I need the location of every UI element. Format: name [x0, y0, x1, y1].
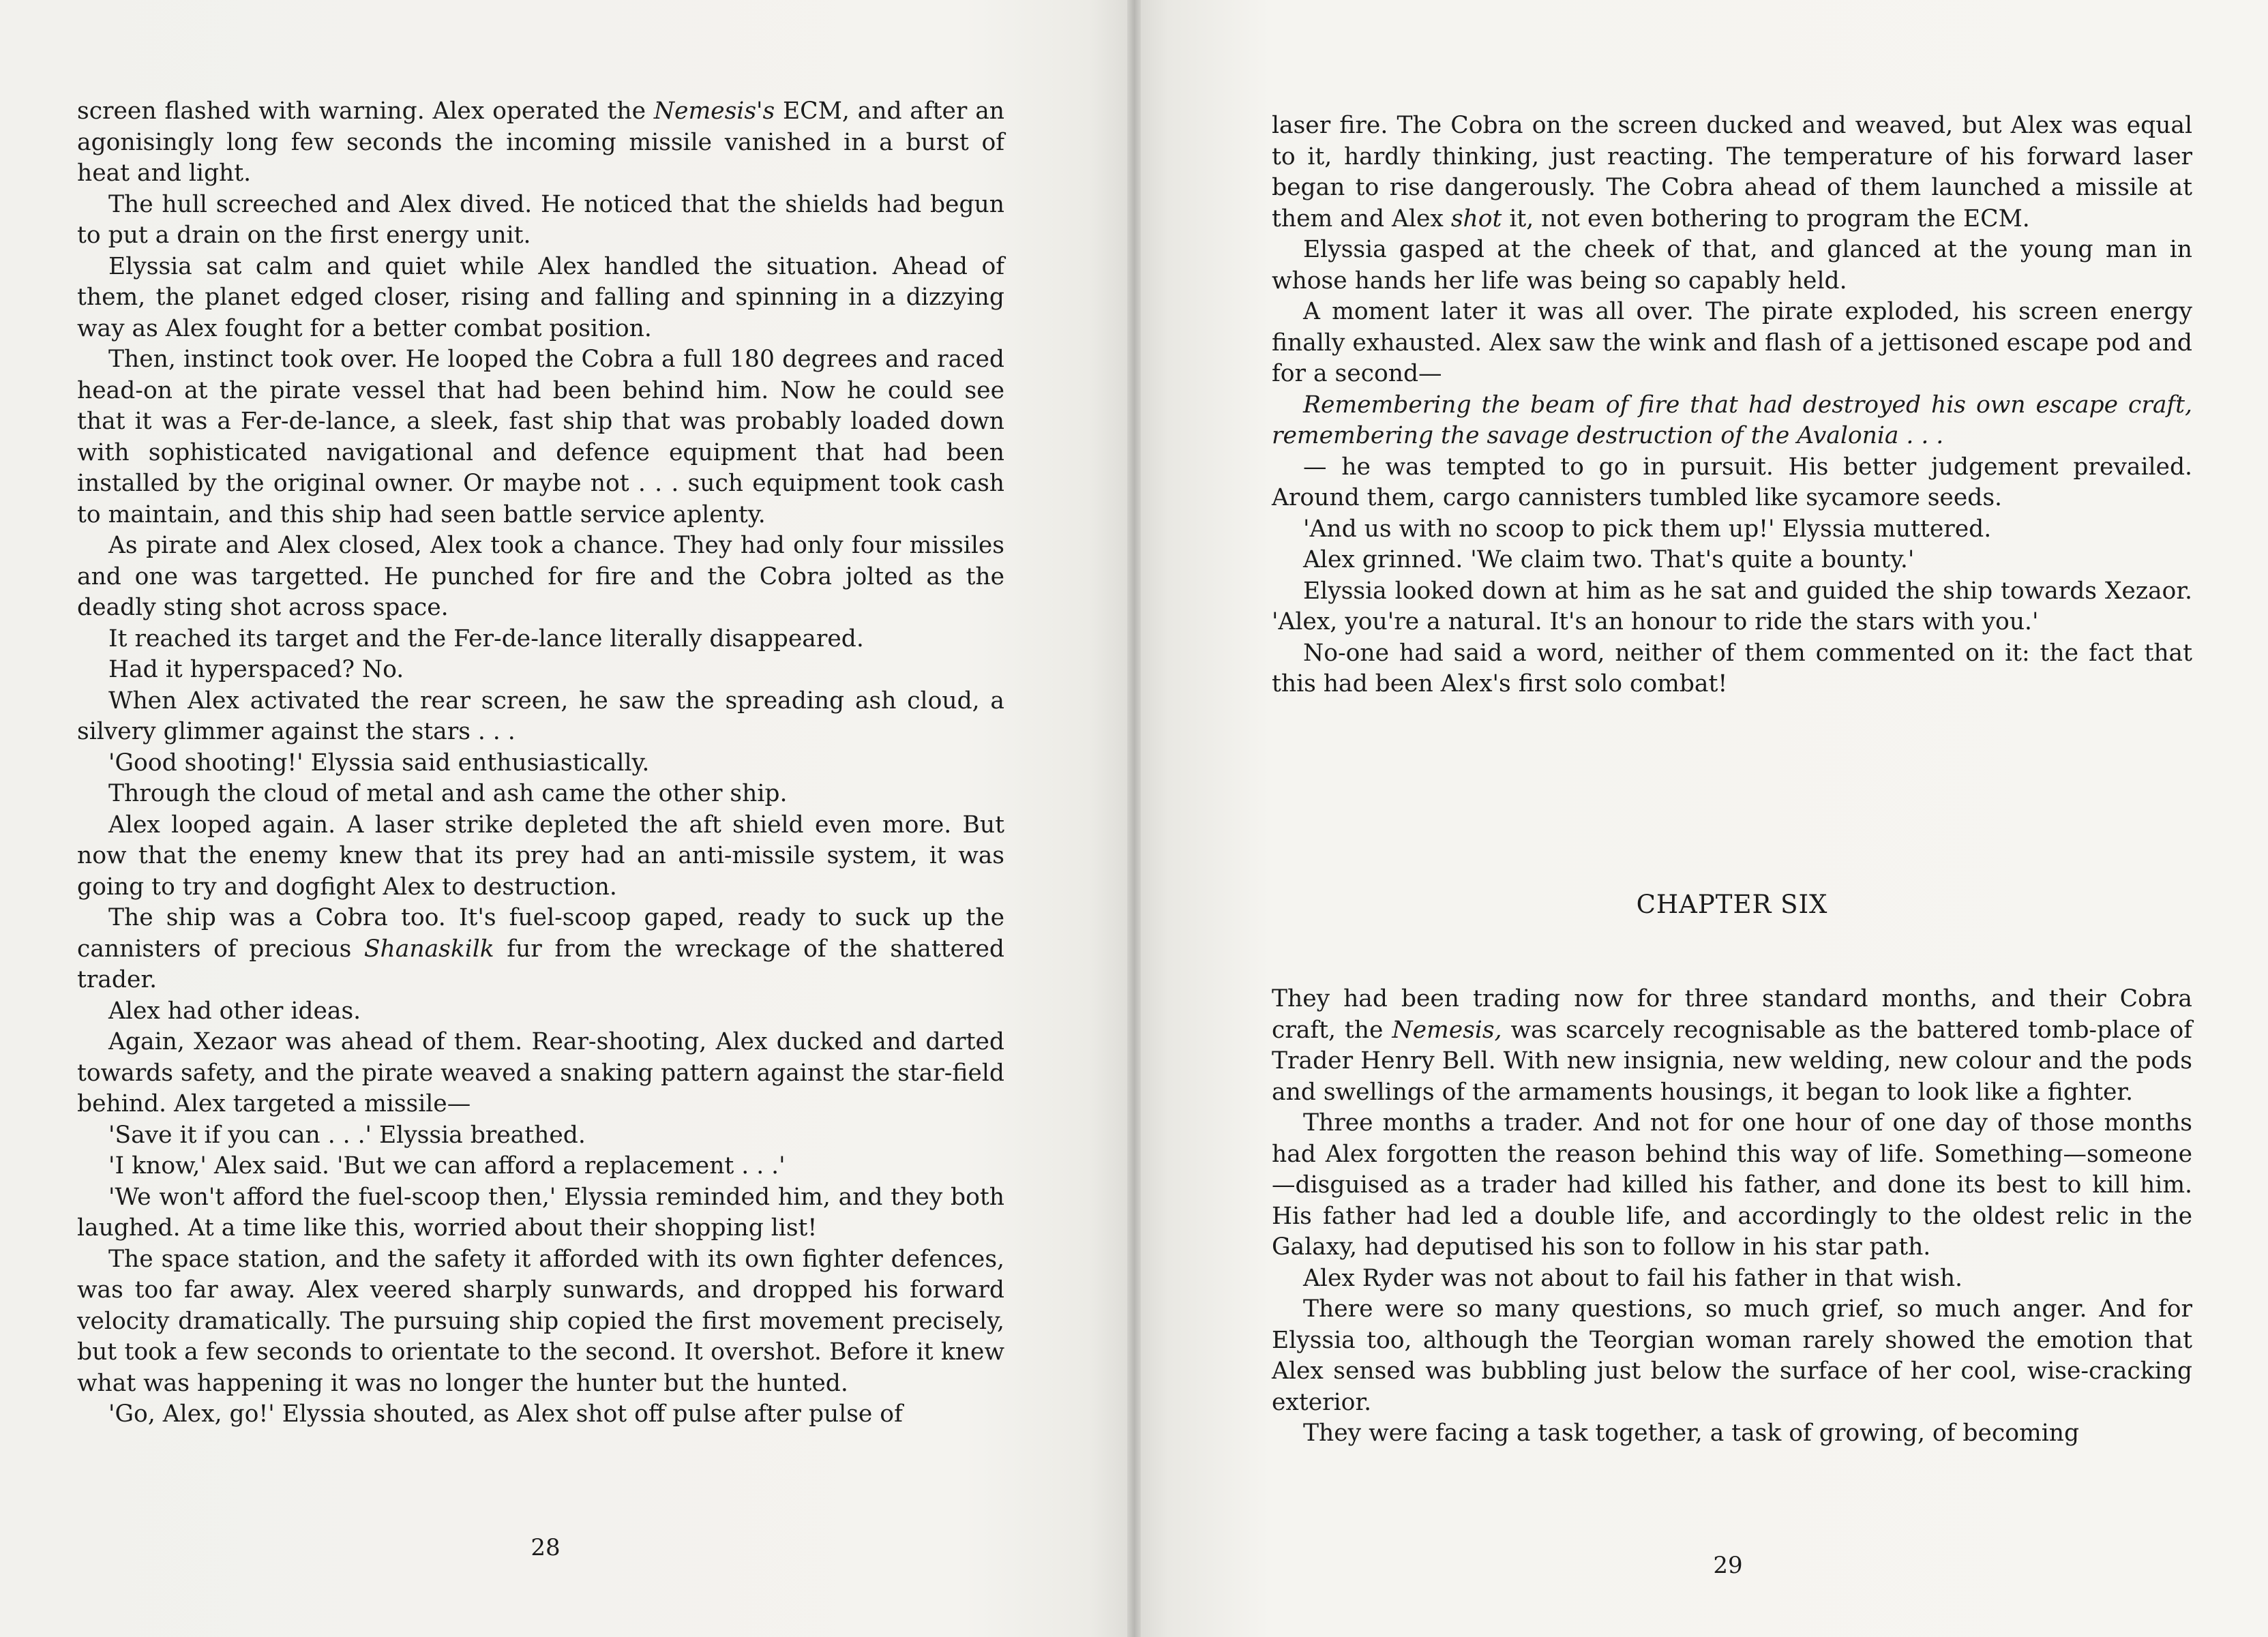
- text-segment: screen flashed with warning. Alex operated the: [77, 97, 654, 125]
- text-segment: Alex looped again. A laser strike depleted the aft shield even more. But now that the enemy knew that its prey had an anti-missile system, it was going to try and dogfight Alex to destruction.: [77, 811, 1004, 901]
- paragraph: [1272, 1418, 2192, 1450]
- paragraph: [1272, 1108, 2192, 1263]
- text-segment: it, not even bothering to program the ECM.: [1502, 205, 2030, 232]
- left-page-body: [77, 96, 1004, 1430]
- paragraph: [1272, 545, 2192, 576]
- page-number-left: 28: [531, 1534, 561, 1561]
- paragraph: [77, 779, 1004, 810]
- italic-text: Nemesis,: [1392, 1016, 1502, 1044]
- text-segment: The hull screeched and Alex dived. He noticed that the shields had begun to put a drain on the first energy unit.: [77, 190, 1004, 249]
- paragraph: [1272, 1294, 2192, 1418]
- text-segment: When Alex activated the rear screen, he saw the spreading ash cloud, a silvery glimmer against the stars . . .: [77, 687, 1004, 745]
- paragraph: [77, 655, 1004, 686]
- paragraph: [77, 190, 1004, 252]
- text-segment: Alex had other ideas.: [108, 997, 361, 1025]
- right-page-body: [1272, 110, 2192, 700]
- text-segment: The space station, and the safety it afforded with its own fighter defences, was too far away. Alex veered sharply sunwards, and dropped his forward velocity dramatically. The pursuing ship copied the first movement precisely, but took a few seconds to orientate to the second. It overshot. Before it knew what was happening it was no longer the hunter but the hunted.: [77, 1245, 1004, 1397]
- text-segment: 'Good shooting!' Elyssia said enthusiastically.: [108, 749, 650, 777]
- paragraph: [1272, 1263, 2192, 1295]
- text-segment: As pirate and Alex closed, Alex took a chance. They had only four missiles and one was targetted. He punched for fire and the Cobra jolted as the deadly sting shot across space.: [77, 532, 1004, 621]
- paragraph: [1272, 576, 2192, 638]
- text-segment: There were so many questions, so much grief, so much anger. And for Elyssia too, although the Teorgian woman rarely showed the emotion that Alex sensed was bubbling just below the surface of her cool, wise-cracking exterior.: [1272, 1295, 2192, 1416]
- paragraph: [77, 344, 1004, 530]
- text-segment: fur from the wreckage of the shattered trader.: [77, 935, 1005, 993]
- paragraph: [1272, 297, 2192, 390]
- page-number-right: 29: [1713, 1552, 1743, 1579]
- paragraph: [77, 1399, 1004, 1430]
- text-segment: Through the cloud of metal and ash came the other ship.: [108, 780, 788, 807]
- paragraph: [77, 252, 1004, 345]
- paragraph: [77, 1244, 1004, 1400]
- paragraph: [1272, 235, 2192, 297]
- text-segment: Alex Ryder was not about to fail his father in that wish.: [1303, 1264, 1963, 1292]
- paragraph: [77, 1120, 1004, 1152]
- text-segment: They had been trading now for three standard months, and their Cobra craft, the: [1272, 985, 2192, 1044]
- text-segment: laser fire. The Cobra on the screen ducked and weaved, but Alex was equal to it, hardly thinking, just reacting. The temperature of his forward laser began to rise dangerously. The Cobra ahead of them launched a missile at them and Alex: [1272, 112, 2192, 232]
- text-segment: 'Go, Alex, go!' Elyssia shouted, as Alex shot off pulse after pulse of: [108, 1400, 903, 1428]
- paragraph: [77, 996, 1004, 1027]
- text-segment: Alex grinned. 'We claim two. That's quite a bounty.': [1303, 546, 1915, 573]
- paragraph: [1272, 390, 2192, 452]
- paragraph: [1272, 638, 2192, 700]
- text-segment: 'And us with no scoop to pick them up!' Elyssia muttered.: [1303, 515, 1992, 543]
- italic-text: Remembering the beam of fire that had destroyed his own escape craft, remembering the savage destruction of the Avalonia . . .: [1272, 391, 2192, 449]
- text-segment: — he was tempted to go in pursuit. His better judgement prevailed. Around them, cargo cannisters tumbled like sycamore seeds.: [1272, 453, 2192, 511]
- text-segment: Three months a trader. And not for one hour of one day of those months had Alex forgotten the reason behind this way of life. Something—someone—disguised as a trader had killed his father, and done its best to kill him. His father had led a double life, and accordingly to the oldest relic in the Galaxy, had deputised his son to follow in his star path.: [1272, 1109, 2192, 1261]
- text-segment: 'I know,' Alex said. 'But we can afford a replacement . . .': [108, 1152, 786, 1180]
- text-segment: Had it hyperspaced? No.: [108, 656, 404, 683]
- paragraph: [77, 1027, 1004, 1120]
- paragraph: [77, 624, 1004, 655]
- paragraph: [77, 1151, 1004, 1182]
- paragraph: [77, 810, 1004, 903]
- text-segment: No-one had said a word, neither of them commented on it: the fact that this had been Alex's first solo combat!: [1272, 639, 2192, 697]
- chapter-heading: CHAPTER SIX: [1636, 890, 1828, 919]
- text-segment: Elyssia sat calm and quiet while Alex handled the situation. Ahead of them, the planet edged closer, rising and falling and spinning in a dizzying way as Alex fought for a better combat position.: [77, 252, 1004, 342]
- book-gutter: [1127, 0, 1141, 1637]
- text-segment: was scarcely recognisable as the battered tomb-place of Trader Henry Bell. With new insignia, new welding, new colour and the pods and swellings of the armaments housings, it began to look like a fighter.: [1272, 1016, 2192, 1106]
- text-segment: A moment later it was all over. The pirate exploded, his screen energy finally exhausted. Alex saw the wink and flash of a jettisoned escape pod and for a second—: [1272, 298, 2192, 387]
- text-segment: They were facing a task together, a task of growing, of becoming: [1303, 1420, 2080, 1447]
- text-segment: 'We won't afford the fuel-scoop then,' Elyssia reminded him, and they both laughed. At a time like this, worried about their shopping list!: [77, 1183, 1004, 1242]
- paragraph: [77, 903, 1004, 996]
- paragraph: [77, 1182, 1004, 1244]
- italic-text: shot: [1450, 205, 1502, 232]
- text-segment: ECM, and after an agonisingly long few seconds the incoming missile vanished in a burst of heat and light.: [77, 97, 1004, 187]
- paragraph: [1272, 984, 2192, 1108]
- paragraph: [77, 748, 1004, 779]
- paragraph: [1272, 452, 2192, 514]
- italic-text: Nemesis's: [653, 97, 775, 125]
- text-segment: Again, Xezaor was ahead of them. Rear-shooting, Alex ducked and darted towards safety, and the pirate weaved a snaking pattern against the star-field behind. Alex targeted a missile—: [77, 1028, 1004, 1117]
- text-segment: Then, instinct took over. He looped the Cobra a full 180 degrees and raced head-on at the pirate vessel that had been behind him. Now he could see that it was a Fer-de-lance, a sleek, fast ship that was probably loaded down with sophisticated navigational and defence equipment that had been installed by the original owner. Or maybe not . . . such equipment took cash to maintain, and this ship had seen battle service aplenty.: [77, 346, 1004, 528]
- text-segment: Elyssia looked down at him as he sat and guided the ship towards Xezaor. 'Alex, you're a natural. It's an honour to ride the stars with you.': [1272, 577, 2192, 635]
- paragraph: [77, 686, 1004, 748]
- chapter-body: [1272, 984, 2192, 1450]
- text-segment: 'Save it if you can . . .' Elyssia breathed.: [108, 1121, 586, 1149]
- paragraph: [77, 96, 1004, 190]
- italic-text: Shanaskilk: [363, 935, 494, 963]
- text-segment: Elyssia gasped at the cheek of that, and glanced at the young man in whose hands her life was being so capably held.: [1272, 236, 2192, 295]
- paragraph: [1272, 110, 2192, 235]
- paragraph: [77, 530, 1004, 624]
- text-segment: The ship was a Cobra too. It's fuel-scoop gaped, ready to suck up the cannisters of precious: [77, 904, 1004, 963]
- paragraph: [1272, 514, 2192, 545]
- text-segment: It reached its target and the Fer-de-lance literally disappeared.: [108, 625, 864, 652]
